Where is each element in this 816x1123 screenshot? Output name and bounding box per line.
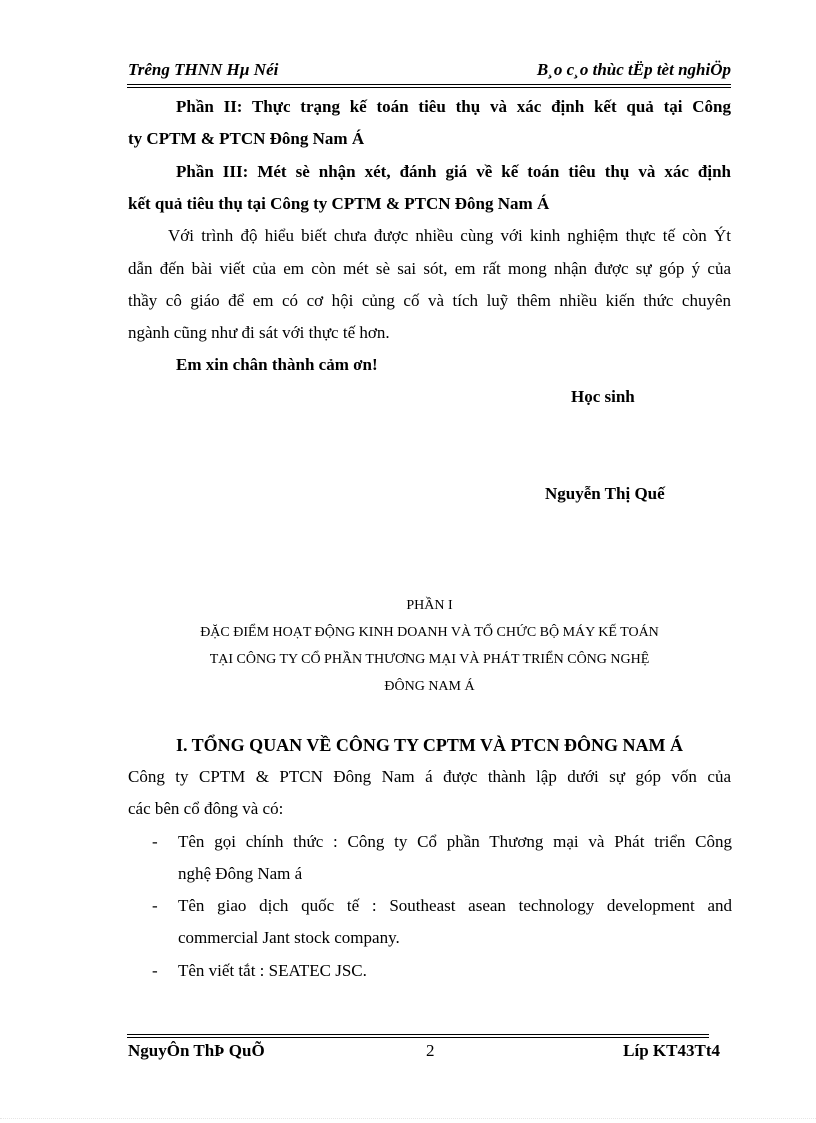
section-heading: I. TỔNG QUAN VỀ CÔNG TY CPTM VÀ PTCN ĐÔNG NAM Á	[176, 735, 684, 755]
part-label: PHẦN I	[406, 598, 453, 613]
closing-para-line3: thầy cô giáo để em có cơ hội củng cố và tích luỹ thêm nhiều kiến thức chuyên	[128, 291, 731, 310]
signer-name: Nguyễn Thị Quế	[545, 484, 665, 503]
closing-para-line1: Với trình độ hiểu biết chưa được nhiều cùng với kinh nghiệm thực tế còn Ýt	[168, 226, 731, 245]
section-title-line2: TẠI CÔNG TY CỔ PHẦN THƯƠNG MẠI VÀ PHÁT TRIỂN CÔNG NGHỆ	[209, 652, 650, 667]
list-item-line1: Tên gọi chính thức : Công ty Cổ phần Thương mại và Phát triển Công	[178, 832, 732, 851]
footer-rule	[127, 1034, 709, 1035]
footer-rule-secondary	[127, 1037, 709, 1038]
header-left: Trêng THNN Hµ Néi	[128, 60, 279, 79]
page-edge	[0, 1118, 816, 1119]
thanks-line: Em xin chân thành cảm ơn!	[176, 355, 378, 374]
list-item-line1: Tên viết tắt : SEATEC JSC.	[178, 961, 367, 980]
section-title-line3: ĐÔNG NAM Á	[384, 679, 475, 694]
part2-line2: ty CPTM & PTCN Đông Nam Á	[128, 129, 365, 148]
part3-line2: kết quả tiêu thụ tại Công ty CPTM & PTCN Đông Nam Á	[128, 194, 550, 213]
part2-line1: Phần II: Thực trạng kế toán tiêu thụ và xác định kết quả tại Công	[176, 97, 731, 116]
header-right: B¸o c¸o thùc tËp tèt nghiÖp	[536, 60, 731, 79]
bullet-dash: -	[152, 961, 158, 980]
page-number: 2	[426, 1041, 435, 1060]
bullet-dash: -	[152, 896, 158, 915]
list-item-line2: commercial Jant stock company.	[178, 928, 400, 947]
footer-class: Líp KT43Tt4	[623, 1041, 720, 1060]
header-rule-secondary	[127, 87, 731, 88]
section-para-line2: các bên cổ đông và có:	[128, 799, 284, 818]
bullet-dash: -	[152, 832, 158, 851]
list-item-line1: Tên giao dịch quốc tế : Southeast asean technology development and	[178, 896, 732, 915]
section-para-line1: Công ty CPTM & PTCN Đông Nam á được thành lập dưới sự góp vốn của	[128, 767, 731, 786]
footer-author: NguyÔn ThÞ QuÕ	[128, 1041, 265, 1060]
header-rule	[127, 84, 731, 85]
list-item-line2: nghệ Đông Nam á	[178, 864, 303, 883]
part3-line1: Phần III: Mét sè nhận xét, đánh giá về kế toán tiêu thụ và xác định	[176, 162, 731, 181]
closing-para-line2: dẫn đến bài viết của em còn mét sè sai sót, em rất mong nhận được sự góp ý của	[128, 259, 731, 278]
signer-role: Học sinh	[571, 387, 635, 406]
closing-para-line4: ngành cũng như đi sát với thực tế hơn.	[128, 323, 390, 342]
section-title-line1: ĐẶC ĐIỂM HOẠT ĐỘNG KINH DOANH VÀ TỔ CHỨC BỘ MÁY KẾ TOÁN	[200, 625, 659, 640]
